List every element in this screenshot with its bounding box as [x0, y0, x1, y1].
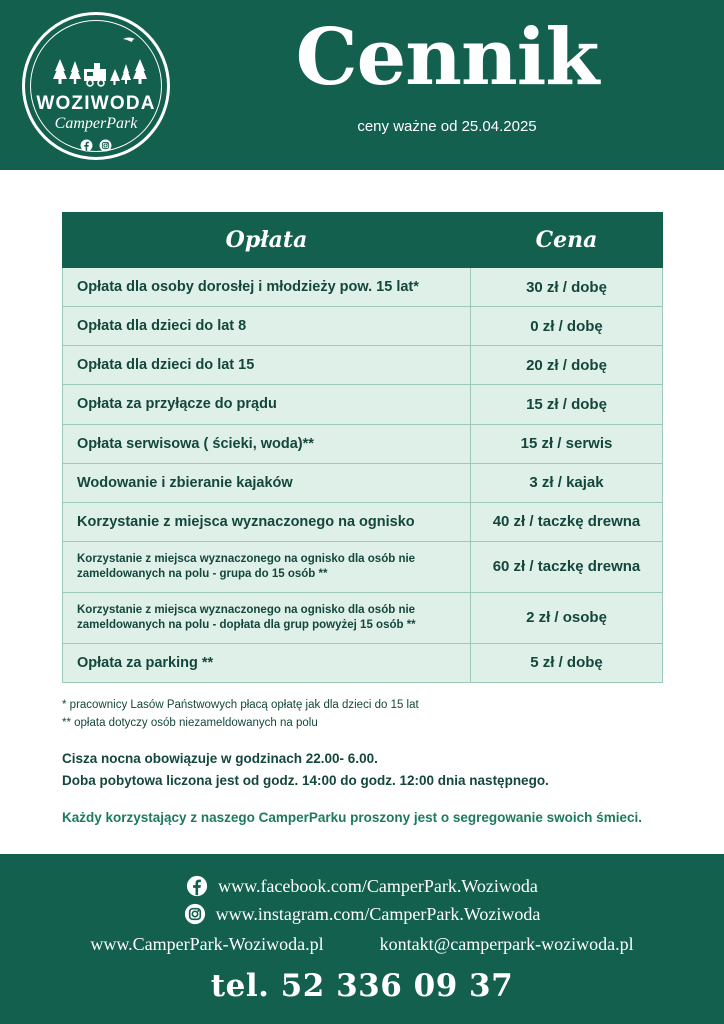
- row-price: 40 zł / taczkę drewna: [471, 502, 663, 541]
- column-header-price: Cena: [471, 213, 663, 268]
- instagram-icon: [184, 903, 206, 925]
- rules-info: [62, 748, 662, 791]
- row-label: Opłata dla dzieci do lat 15: [63, 346, 471, 385]
- table-row: [63, 592, 663, 643]
- title-block: [180, 10, 714, 135]
- logo: [22, 12, 170, 160]
- row-label: Korzystanie z miejsca wyznaczonego na ognisko: [63, 502, 471, 541]
- row-price: 20 zł / dobę: [471, 346, 663, 385]
- page-header: [0, 0, 724, 170]
- email-address[interactable]: kontakt@camperpark-woziwoda.pl: [379, 934, 634, 954]
- table-row: [63, 385, 663, 424]
- row-label: Opłata serwisowa ( ścieki, woda)**: [63, 424, 471, 463]
- row-price: 30 zł / dobę: [471, 268, 663, 307]
- table-row: [63, 346, 663, 385]
- table-row: [63, 424, 663, 463]
- checkin-checkout-text: Doba pobytowa liczona jest od godz. 14:00 do godz. 12:00 dnia następnego.: [62, 772, 549, 788]
- page-subtitle: ceny ważne od 25.04.2025: [357, 118, 537, 135]
- website-url[interactable]: www.CamperPark-Woziwoda.pl: [90, 934, 324, 954]
- content-area: [0, 212, 724, 825]
- row-label: Wodowanie i zbieranie kajaków: [63, 463, 471, 502]
- facebook-icon: [80, 139, 93, 152]
- logo-subtitle: CamperPark: [54, 115, 138, 132]
- page-footer: [0, 854, 724, 1024]
- table-row: [63, 268, 663, 307]
- row-price: 60 zł / taczkę drewna: [471, 541, 663, 592]
- pricing-table: [62, 212, 663, 683]
- table-header-row: [63, 213, 663, 268]
- logo-title: WOZIWODA: [36, 93, 156, 114]
- row-label: Opłata za parking **: [63, 643, 471, 682]
- instagram-icon: [99, 139, 112, 152]
- facebook-icon: [186, 875, 208, 897]
- forest-camper-scene-icon: [37, 31, 161, 91]
- table-row: [63, 307, 663, 346]
- footnote-2: ** opłata dotyczy osób niezameldowanych na polu: [62, 716, 318, 729]
- page-title: Cennik: [295, 12, 599, 103]
- footer-instagram-line[interactable]: [0, 900, 724, 928]
- row-price: 15 zł / dobę: [471, 385, 663, 424]
- row-label: Korzystanie z miejsca wyznaczonego na ognisko dla osób nie zameldowanych na polu - dopłata dla grup powyżej 15 osób **: [63, 592, 471, 643]
- phone-number[interactable]: tel. 52 336 09 37: [210, 968, 514, 1004]
- column-header-fee: Opłata: [63, 213, 471, 268]
- footnotes: [62, 697, 662, 733]
- row-label: Opłata za przyłącze do prądu: [63, 385, 471, 424]
- facebook-url[interactable]: www.facebook.com/CamperPark.Woziwoda: [218, 876, 538, 896]
- table-row: [63, 541, 663, 592]
- row-price: 2 zł / osobę: [471, 592, 663, 643]
- instagram-url[interactable]: www.instagram.com/CamperPark.Woziwoda: [215, 904, 541, 924]
- footer-contact-line: [0, 930, 724, 958]
- row-label: Opłata dla osoby dorosłej i młodzieży pow. 15 lat*: [63, 268, 471, 307]
- row-price: 15 zł / serwis: [471, 424, 663, 463]
- footnote-1: * pracownicy Lasów Państwowych płacą opłatę jak dla dzieci do 15 lat: [62, 698, 419, 711]
- table-row: [63, 643, 663, 682]
- logo-circle: [22, 12, 170, 160]
- quiet-hours-text: Cisza nocna obowiązuje w godzinach 22.00- 6.00.: [62, 751, 378, 767]
- row-price: 0 zł / dobę: [471, 307, 663, 346]
- table-row: [63, 463, 663, 502]
- footer-facebook-line[interactable]: [0, 872, 724, 900]
- row-price: 3 zł / kajak: [471, 463, 663, 502]
- eco-notice: Każdy korzystający z naszego CamperParku proszony jest o segregowanie swoich śmieci.: [62, 809, 642, 825]
- logo-social-icons: [25, 139, 167, 152]
- table-row: [63, 502, 663, 541]
- row-label: Opłata dla dzieci do lat 8: [63, 307, 471, 346]
- row-label: Korzystanie z miejsca wyznaczonego na ognisko dla osób nie zameldowanych na polu - grupa do 15 osób **: [63, 541, 471, 592]
- row-price: 5 zł / dobę: [471, 643, 663, 682]
